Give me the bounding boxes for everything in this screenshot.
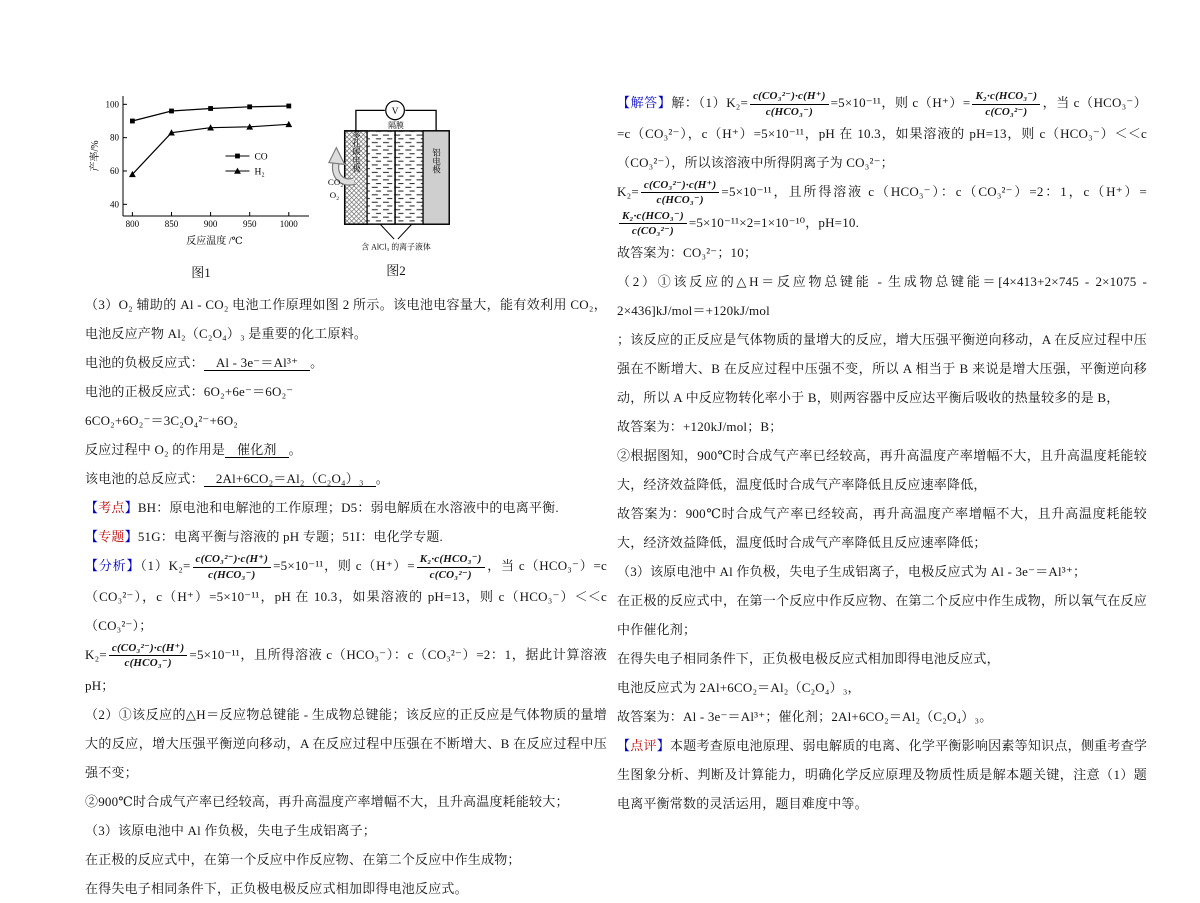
electrolyte-leader-right — [398, 224, 412, 239]
paragraph — [617, 702, 1147, 731]
y-axis-title: 产率/% — [89, 140, 101, 172]
text-run: 反应过程中 O₂ 的作用是 — [85, 442, 226, 457]
paragraph — [617, 412, 1147, 441]
y-tick-label: 40 — [109, 199, 119, 210]
text-run: ，当 c（HCO₃⁻）=c（CO₃²⁻），c（H⁺）=5×10⁻¹¹，pH 在 10.3，如果溶液的 pH=13，则 c（HCO₃⁻）＜＜c（CO₃²⁻）； — [85, 558, 608, 633]
text-run: =5×10⁻¹¹，且所得溶液 c（HCO₃⁻）：c（CO₃²⁻）=2：1，c（H⁺）= — [721, 183, 1147, 199]
paragraph — [617, 238, 1147, 267]
paragraph — [85, 700, 607, 787]
fraction: $\frac{\text{K₂·c(HCO₃⁻)}}{\text{c(CO₃²⁻)}}$ — [417, 552, 485, 582]
electrolyte-chamber-left — [367, 131, 395, 224]
x-tick-label: 950 — [242, 219, 256, 229]
figure-2 — [321, 88, 471, 279]
text-run: ②900℃时合成气产率已经较高，再升高温度产率增幅不大，且升高温度耗能较大； — [85, 793, 569, 809]
paragraph — [617, 325, 1147, 412]
section-label: 【 — [85, 529, 99, 544]
figure-1 — [85, 88, 317, 281]
paragraph — [85, 377, 607, 406]
paragraph — [617, 441, 1147, 499]
text-run: 电池的负极反应式： — [85, 355, 204, 370]
left-column — [85, 88, 607, 903]
paragraph — [617, 731, 1147, 818]
text-run: 。 — [288, 442, 302, 457]
text-run: 故答案为：CO₃²⁻；10； — [617, 245, 758, 261]
yield-vs-temperature-chart — [89, 88, 314, 256]
text-run: （1）K₂= — [140, 558, 191, 573]
text-run: ；该反应的正反应是气体物质的量增大的反应，增大压强平衡逆向移动，A 在反应过程中压强在不断增大、B 在反应过程中压强不变，所以 A 相当于 B 来说是增大压强，平衡逆向移动，所以 A 中反应物转化率小于 B，则两容器中反应达平衡后吸收的热量较多的是 B， — [617, 332, 1147, 406]
paragraph — [85, 522, 607, 551]
text-run: =5×10⁻¹¹，则 c（H⁺）= — [273, 558, 415, 573]
text-run: 电池的正极反应式：6O₂+6e⁻＝6O₂⁻ — [85, 384, 294, 399]
text-run: （3）该原电池中 Al 作负极，失电子生成铝离子，电极反应式为 Al - 3e⁻＝Al³⁺； — [617, 564, 1087, 580]
section-label: 【 — [85, 500, 99, 515]
fraction: $\frac{\text{c(CO₃²⁻)·c(H⁺)}}{\text{c(HCO₃⁻)}}$ — [750, 89, 829, 119]
paragraph — [617, 267, 1147, 325]
text-run: 在正极的反应式中，在第一个反应中作反应物、在第二个反应中作生成物，所以氧气在反应中作催化剂； — [617, 593, 1147, 638]
marker-square — [169, 109, 174, 114]
electrolyte-chamber-right — [395, 131, 423, 224]
paragraph — [85, 787, 607, 816]
text-run: 。 — [375, 471, 389, 486]
porous-carbon-electrode-label: 多孔碳电极 — [351, 130, 361, 173]
section-label: 专题 — [98, 529, 125, 544]
x-tick-label: 1000 — [279, 219, 298, 229]
section-label: 分析 — [98, 558, 127, 573]
text-run: 故答案为：Al - 3e⁻＝Al³⁺；催化剂；2Al+6CO₂＝Al₂（C₂O₄）₃。 — [617, 709, 993, 725]
y-tick-label: 80 — [109, 132, 119, 143]
text-run: BH：原电池和电解池的工作原理；D5：弱电解质在水溶液中的电离平衡. — [137, 500, 559, 515]
paragraph — [617, 644, 1147, 673]
fraction: $\frac{\text{c(CO₃²⁻)·c(H⁺)}}{\text{c(HCO₃⁻)}}$ — [109, 641, 188, 671]
paragraph — [85, 464, 607, 493]
aluminum-electrode — [423, 131, 449, 224]
y-tick-label: 100 — [105, 99, 119, 110]
text-run: 在得失电子相同条件下，正负极电极反应式相加即得电池反应式， — [617, 651, 1000, 667]
paragraph — [85, 348, 607, 377]
section-label: 【 — [617, 95, 631, 110]
marker-square — [129, 119, 134, 124]
electrolyte-leader-left — [380, 224, 394, 239]
text-run: =5×10⁻¹¹，且所得溶液 c（HCO₃⁻）：c（CO₃²⁻）=2：1，据此计算溶液 pH； — [85, 646, 607, 693]
section-label: 解答 — [630, 95, 658, 110]
legend-label: H₂ — [253, 167, 265, 178]
section-label: 【 — [617, 738, 631, 754]
left-paragraphs — [85, 290, 607, 903]
text-run: 电池反应式为 2Al+6CO₂＝Al₂（C₂O₄）₃， — [617, 680, 861, 696]
text-run: （3）O₂ 辅助的 Al - CO₂ 电池工作原理如图 2 所示。该电池电容量大，能有效利用 CO₂，电池反应产物 Al₂（C₂O₄）₃ 是重要的化工原料。 — [85, 297, 607, 341]
answer-blank: Al - 3e⁻＝Al³⁺ — [204, 355, 310, 371]
paragraph — [85, 640, 607, 700]
fraction: $\frac{\text{c(CO₃²⁻)·c(H⁺)}}{\text{c(HCO₃⁻)}}$ — [193, 552, 272, 582]
paragraph — [85, 874, 607, 903]
paragraph — [85, 816, 607, 845]
section-label: 点评 — [630, 738, 657, 754]
answer-blank: 2Al+6CO₂＝Al₂（C₂O₄）₃ — [204, 471, 376, 487]
text-run: （2）①该反应的△H＝反应物总键能 - 生成物总键能；该反应的正反应是气体物质的量增大的反应，增大压强平衡逆向移动，A 在反应过程中压强在不断增大、B 在反应过程中压强不变； — [85, 706, 607, 780]
paragraph — [617, 586, 1147, 644]
text-run: 。 — [310, 355, 324, 370]
separator-label: 隔膜 — [388, 121, 404, 131]
aluminum-electrode-label: 铝电极 — [431, 148, 441, 174]
figures-row — [85, 88, 607, 280]
x-tick-label: 850 — [164, 219, 178, 229]
paragraph — [617, 177, 1147, 239]
section-label: 】 — [124, 500, 138, 515]
series-H₂ — [132, 124, 288, 174]
text-run: 本题考查原电池原理、弱电解质的电离、化学平衡影响因素等知识点，侧重考查学生图象分析、判断及计算能力，明确化学反应原理及物质性质是解本题关键，注意（1）题电离平衡常数的灵活运用，题目难度中等。 — [617, 738, 1148, 812]
electrolyte-label: 含 AlCl₃ 的离子液体 — [361, 242, 431, 252]
paragraph — [85, 845, 607, 874]
paragraph — [617, 88, 1147, 177]
y-tick-label: 60 — [109, 166, 119, 176]
text-run: 故答案为：+120kJ/mol；B； — [617, 419, 783, 435]
paragraph — [85, 290, 607, 348]
fraction: $\frac{\text{K₂·c(HCO₃⁻)}}{\text{c(CO₃²⁻)}}$ — [619, 209, 687, 239]
marker-square — [235, 154, 240, 159]
text-run: K₂= — [617, 183, 639, 199]
paragraph — [617, 673, 1147, 702]
wire-left — [356, 110, 385, 131]
x-tick-label: 900 — [203, 219, 217, 229]
text-run: （3）该原电池中 Al 作负极，失电子生成铝离子； — [85, 822, 377, 838]
marker-square — [247, 104, 252, 109]
section-label: 】 — [657, 95, 672, 110]
text-run: 在正极的反应式中，在第一个反应中作反应物、在第二个反应中作生成物； — [85, 851, 521, 867]
section-label: 】 — [124, 529, 138, 544]
text-run: 该电池的总反应式： — [85, 471, 204, 486]
text-run: 故答案为：900℃时合成气产率已经较高，再升高温度产率增幅不大，且升高温度耗能较大，经济效益降低，温度低时合成气产率降低且反应速率降低； — [617, 506, 1147, 551]
text-run: =5×10⁻¹¹，则 c（H⁺）= — [830, 95, 971, 110]
text-run: K₂= — [85, 646, 107, 662]
paragraph — [85, 406, 607, 435]
section-label: 考点 — [98, 500, 125, 515]
marker-square — [208, 106, 213, 111]
section-label: 【 — [85, 558, 99, 573]
paragraph — [85, 551, 607, 640]
text-run: （2）①该反应的△H＝反应物总键能 - 生成物总键能＝[4×413+2×745 - 2×1075 - 2×436]kJ/mol＝+120kJ/mol — [617, 274, 1147, 319]
x-tick-label: 800 — [125, 219, 139, 229]
gas-o2-label: O₂ — [329, 190, 340, 201]
section-label: 】 — [126, 558, 141, 573]
wire-right — [405, 110, 436, 131]
x-axis-title: 反应温度 /℃ — [185, 236, 243, 247]
right-column — [617, 88, 1147, 818]
answer-blank: 催化剂 — [225, 442, 289, 458]
marker-square — [286, 104, 291, 109]
gas-co2-label: CO₂ — [327, 176, 344, 187]
section-label: 】 — [656, 738, 671, 754]
fraction: $\frac{\text{c(CO₃²⁻)·c(H⁺)}}{\text{c(HCO₃⁻)}}$ — [641, 178, 720, 208]
fraction: $\frac{\text{K₂·c(HCO₃⁻)}}{\text{c(CO₃²⁻)}}$ — [972, 89, 1040, 119]
text-run: 在得失电子相同条件下，正负极电极反应式相加即得电池反应式。 — [85, 880, 468, 896]
paragraph — [617, 499, 1147, 557]
text-run: ②根据图知，900℃时合成气产率已经较高，再升高温度产率增幅不大，且升高温度耗能较大，经济效益降低，温度低时合成气产率降低且反应速率降低， — [617, 448, 1147, 493]
paragraph — [85, 493, 607, 522]
text-run: 51G：电离平衡与溶液的 pH 专题；51I：电化学专题. — [137, 529, 443, 544]
paragraph — [85, 435, 607, 464]
figure-2-caption: 图2 — [386, 263, 406, 278]
text-run: ，当 c（HCO₃⁻）=c（CO₃²⁻），c（H⁺）=5×10⁻¹¹，pH 在 10.3，如果溶液的 pH=13，则 c（HCO₃⁻）＜＜c（CO₃²⁻），所以该溶液中所得阴离子为 CO₃²⁻； — [617, 95, 1147, 170]
paragraph — [617, 557, 1147, 586]
text-run: 解：（1）K₂= — [671, 95, 749, 110]
text-run: =5×10⁻¹¹×2=1×10⁻¹⁰，pH=10. — [688, 214, 860, 230]
figure-1-caption: 图1 — [191, 265, 211, 280]
gas-flow-arrowhead — [329, 148, 345, 165]
battery-diagram — [326, 88, 466, 254]
voltmeter-label: V — [391, 107, 399, 118]
text-run: 6CO₂+6O₂⁻＝3C₂O₄²⁻+6O₂ — [85, 413, 239, 428]
legend-label: CO — [253, 152, 268, 163]
